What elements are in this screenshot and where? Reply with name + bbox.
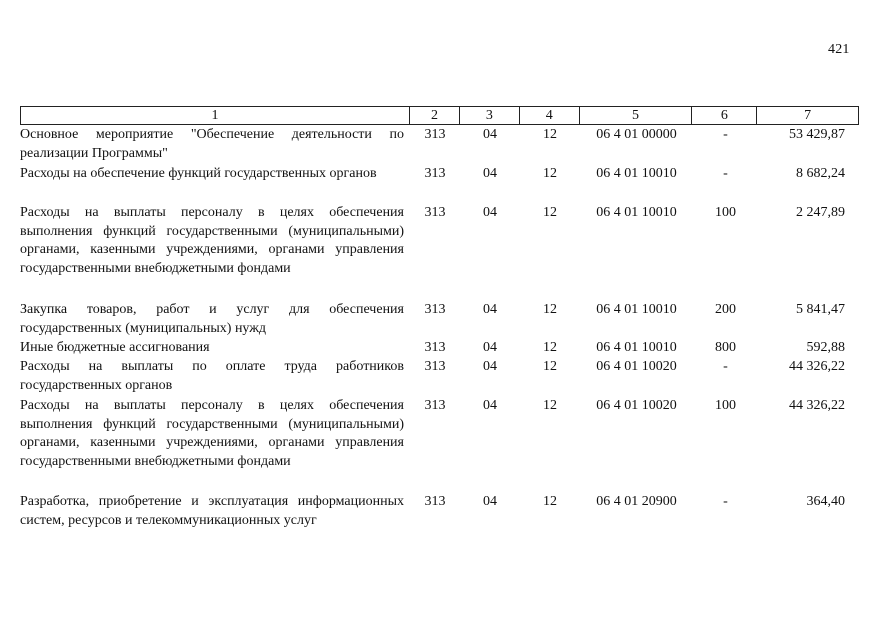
table-row — [20, 126, 859, 163]
subsection-code: 12 — [543, 166, 557, 181]
expense-name: Закупка товаров, работ и услуг для обеспечения государственных (муниципальных) нужд — [20, 302, 404, 336]
expense-type-code: - — [723, 494, 728, 509]
section-code: 04 — [483, 302, 497, 317]
target-article-code: 06 4 01 10010 — [596, 166, 677, 181]
column-header-2: 2 — [410, 107, 460, 124]
expense-name: Расходы на выплаты персоналу в целях обеспечения выполнения функций государственными (муниципальными) органами, казенными учреждениями, органами управления государственными внебюджетными фондами — [20, 205, 404, 276]
column-header-4: 4 — [520, 107, 580, 124]
page-number: 421 — [828, 42, 850, 57]
section-code: 04 — [483, 359, 497, 374]
expense-name: Расходы на выплаты персоналу в целях обеспечения выполнения функций государственными (муниципальными) органами, казенными учреждениями, органами управления государственными внебюджетными фондами — [20, 398, 404, 469]
target-article-code: 06 4 01 10010 — [596, 302, 677, 317]
subsection-code: 12 — [543, 127, 557, 142]
expense-type-code: 100 — [715, 205, 736, 220]
expense-name: Расходы на выплаты по оплате труда работников государственных органов — [20, 359, 404, 393]
expense-type-code: - — [723, 166, 728, 181]
amount: 5 841,47 — [796, 302, 845, 317]
expense-name: Основное мероприятие "Обеспечение деятельности по реализации Программы" — [20, 127, 404, 161]
subsection-code: 12 — [543, 494, 557, 509]
amount: 44 326,22 — [789, 398, 845, 413]
ministry-code: 313 — [424, 127, 446, 142]
table-row — [20, 493, 859, 530]
expense-name: Разработка, приобретение и эксплуатация информационных систем, ресурсов и телекоммуникационных услуг — [20, 494, 404, 528]
target-article-code: 06 4 01 10010 — [596, 205, 677, 220]
subsection-code: 12 — [543, 302, 557, 317]
target-article-code: 06 4 01 10020 — [596, 398, 677, 413]
amount: 364,40 — [806, 494, 845, 509]
table-row — [20, 301, 859, 338]
ministry-code: 313 — [424, 359, 446, 374]
section-code: 04 — [483, 127, 497, 142]
section-code: 04 — [483, 494, 497, 509]
table-row — [20, 358, 859, 395]
ministry-code: 313 — [424, 398, 446, 413]
column-header-5: 5 — [580, 107, 693, 124]
ministry-code: 313 — [424, 302, 446, 317]
amount: 8 682,24 — [796, 166, 845, 181]
amount: 53 429,87 — [789, 127, 845, 142]
column-header-7: 7 — [804, 108, 812, 123]
expense-type-code: 100 — [715, 398, 736, 413]
target-article-code: 06 4 01 10020 — [596, 359, 677, 374]
ministry-code: 313 — [424, 494, 446, 509]
expense-name: Расходы на обеспечение функций государственных органов — [20, 166, 377, 181]
table-row — [20, 204, 859, 278]
expense-name: Иные бюджетные ассигнования — [20, 340, 210, 355]
column-header-6: 6 — [692, 107, 757, 124]
table-header — [20, 106, 859, 125]
table-row — [20, 397, 859, 471]
table-row — [20, 165, 859, 184]
column-header-3: 3 — [460, 107, 520, 124]
expense-type-code: 200 — [715, 302, 736, 317]
table-row — [20, 339, 859, 358]
section-code: 04 — [483, 205, 497, 220]
section-code: 04 — [483, 340, 497, 355]
section-code: 04 — [483, 166, 497, 181]
amount: 2 247,89 — [796, 205, 845, 220]
subsection-code: 12 — [543, 359, 557, 374]
expense-type-code: - — [723, 127, 728, 142]
amount: 592,88 — [806, 340, 845, 355]
expense-type-code: - — [723, 359, 728, 374]
target-article-code: 06 4 01 10010 — [596, 340, 677, 355]
subsection-code: 12 — [543, 340, 557, 355]
section-code: 04 — [483, 398, 497, 413]
subsection-code: 12 — [543, 398, 557, 413]
ministry-code: 313 — [424, 340, 446, 355]
subsection-code: 12 — [543, 205, 557, 220]
ministry-code: 313 — [424, 166, 446, 181]
expense-type-code: 800 — [715, 340, 736, 355]
amount: 44 326,22 — [789, 359, 845, 374]
column-header-1: 1 — [21, 107, 410, 124]
ministry-code: 313 — [424, 205, 446, 220]
target-article-code: 06 4 01 00000 — [596, 127, 677, 142]
target-article-code: 06 4 01 20900 — [596, 494, 677, 509]
